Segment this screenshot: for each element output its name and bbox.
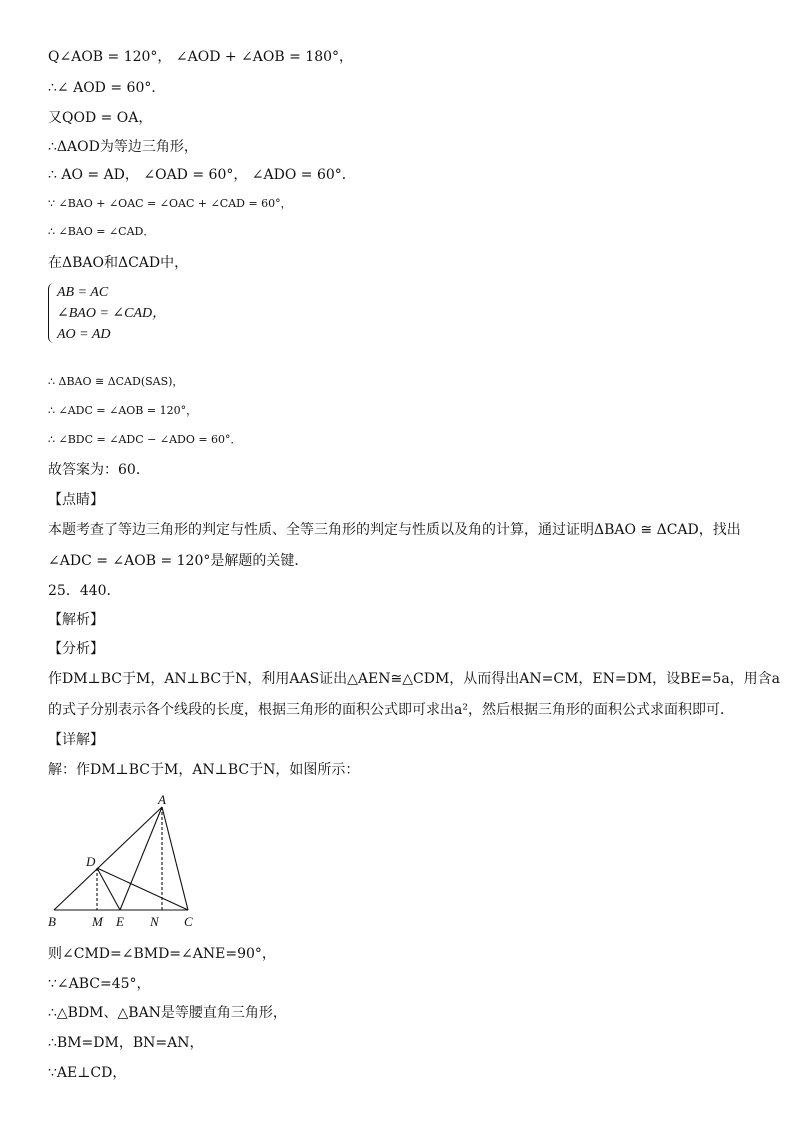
solution-line-1: 解：作DM⊥BC于M，AN⊥BC于N，如图所示： (48, 762, 360, 778)
left-brace (48, 283, 55, 343)
section-heading-fenxi: 【分析】 (48, 641, 104, 657)
figure-lines (54, 807, 188, 910)
summary-line-1: 本题考查了等边三角形的判定与性质、全等三角形的判定与性质以及角的计算，通过证明ΔBAO ≅ ΔCAD，找出 (48, 522, 741, 538)
system-row-1: AB = AC (57, 285, 109, 300)
proof-line-6: ∵ ∠BAO + ∠OAC = ∠OAC + ∠CAD = 60°， (48, 197, 292, 210)
section-heading-xiangjie: 【详解】 (48, 732, 104, 748)
label-C: C (184, 914, 193, 929)
proof-line-3: 又QOD = OA， (48, 110, 153, 126)
label-M: M (92, 914, 103, 929)
solution-line-6: ∵AE⊥CD， (48, 1065, 127, 1081)
label-E: E (116, 914, 124, 929)
segment-AC (162, 807, 188, 910)
label-N: N (150, 914, 159, 929)
solution-line-2: 则∠CMD=∠BMD=∠ANE=90°， (48, 946, 276, 962)
question-number-25: 25．440． (48, 583, 121, 599)
proof-line-4: ∴ΔAOD为等边三角形， (48, 139, 198, 155)
proof-line-1: Q∠AOB = 120°， ∠AOD + ∠AOB = 180°， (48, 49, 354, 65)
segment-DC (97, 868, 188, 910)
label-A: A (158, 792, 166, 807)
section-heading-dianjing: 【点睛】 (48, 492, 104, 508)
proof-line-5: ∴ AO = AD， ∠OAD = 60°， ∠ADO = 60°． (48, 167, 356, 183)
analysis-line-2: 的式子分别表示各个线段的长度，根据三角形的面积公式即可求出a²，然后根据三角形的面积公式求面积即可． (48, 702, 734, 718)
summary-line-2: ∠ADC = ∠AOB = 120°是解题的关键． (48, 553, 309, 569)
proof-line-11: ∴ ∠BDC = ∠ADC − ∠ADO = 60°． (48, 433, 242, 446)
label-B: B (48, 914, 56, 929)
answer-line: 故答案为：60． (48, 462, 150, 478)
label-D: D (86, 854, 96, 869)
section-heading-jiexi: 【解析】 (48, 612, 104, 628)
geometry-figure (46, 792, 216, 932)
analysis-line-1: 作DM⊥BC于M，AN⊥BC于N，利用AAS证出△AEN≅△CDM，从而得出AN=CM，EN=DM，设BE=5a，用含a (48, 671, 781, 687)
solution-line-3: ∵∠ABC=45°， (48, 976, 151, 992)
proof-line-7: ∴ ∠BAO = ∠CAD． (48, 225, 155, 238)
proof-line-10: ∴ ∠ADC = ∠AOB = 120°， (48, 404, 198, 417)
segment-BA (54, 807, 162, 910)
proof-line-8: 在ΔBAO和ΔCAD中， (48, 255, 189, 271)
solution-line-4: ∴△BDM、△BAN是等腰直角三角形， (48, 1005, 287, 1021)
solution-line-5: ∴BM=DM，BN=AN， (48, 1035, 204, 1051)
segment-DE (97, 868, 120, 910)
system-row-3: AO = AD (57, 327, 111, 342)
system-row-2: ∠BAO = ∠CAD， (57, 306, 167, 321)
proof-line-9: ∴ ΔBAO ≅ ΔCAD(SAS)， (48, 375, 184, 388)
proof-line-2: ∴∠ AOD = 60°． (48, 80, 166, 96)
